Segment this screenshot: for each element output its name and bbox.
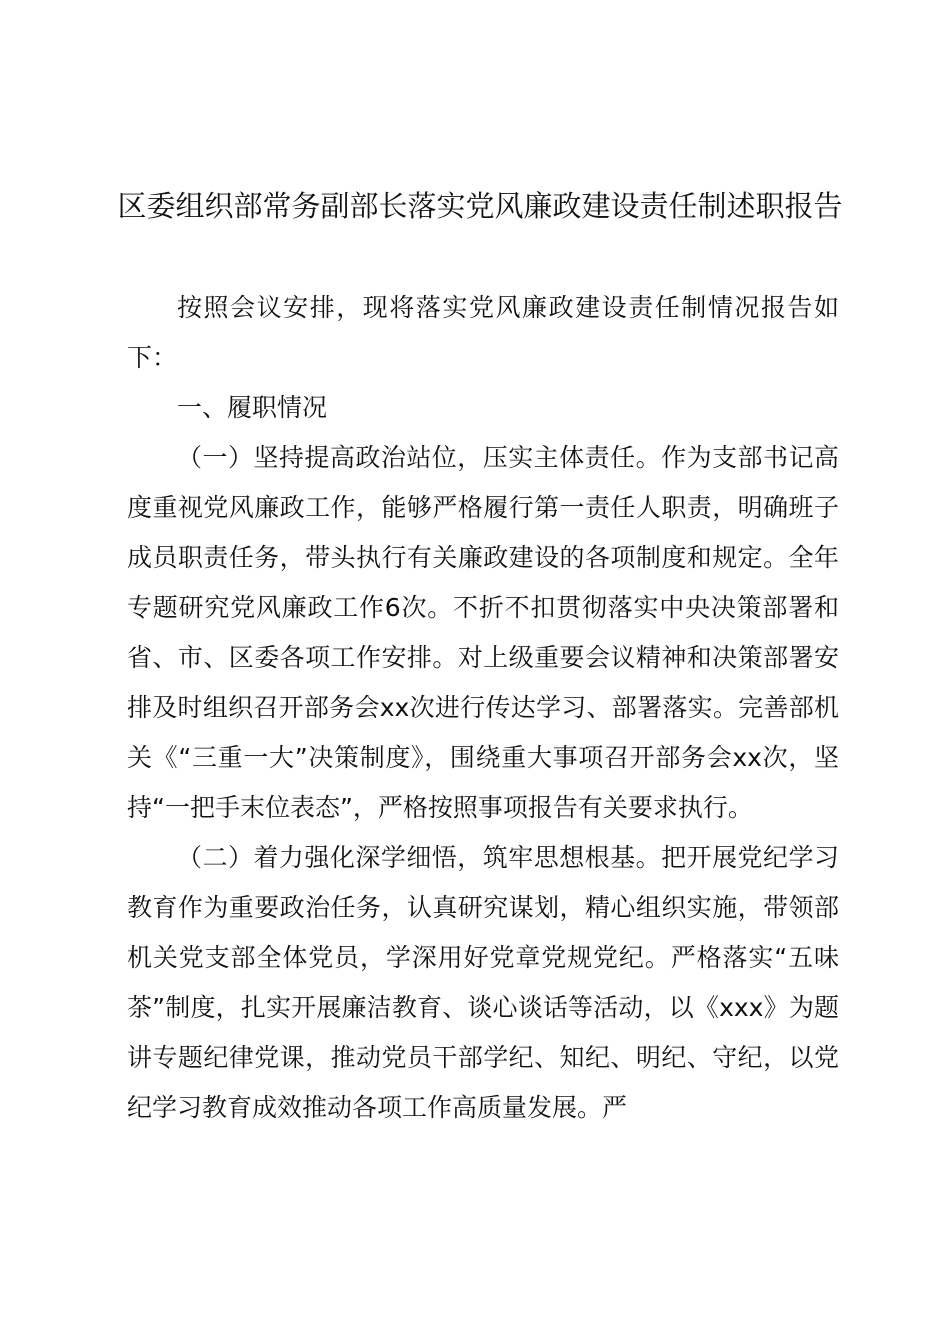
section-heading: 一、履职情况 [177,393,328,422]
document-title: 区委组织部常务副部长落实党风廉政建设责任制述职报告 [117,189,843,223]
document-body [127,283,839,1133]
body-paragraph-1: （一）坚持提高政治站位，压实主体责任。作为支部书记高度重视党风廉政工作，能够严格履行第一责任人职责，明确班子成员职责任务，带头执行有关廉政建设的各项制度和规定。全年专题研究党风廉政工作6次。不折不扣贯彻落实中央决策部署和省、市、区委各项工作安排。对上级重要会议精神和决策部署安排及时组织召开部务会xx次进行传达学习、部署落实。完善部机关《“三重一大”决策制度》，围绕重大事项召开部务会xx次，坚持“一把手末位表态”，严格按照事项报告有关要求执行。 [127,443,839,822]
body-paragraph-2: （二）着力强化深学细悟，筑牢思想根基。把开展党纪学习教育作为重要政治任务，认真研究谋划，精心组织实施，带领部机关党支部全体党员，学深用好党章党规党纪。严格落实“五味茶”制度，扎实开展廉洁教育、谈心谈话等活动，以《xxx》为题讲专题纪律党课，推动党员干部学纪、知纪、明纪、守纪，以党纪学习教育成效推动各项工作高质量发展。严 [127,843,839,1122]
intro-paragraph: 按照会议安排，现将落实党风廉政建设责任制情况报告如下： [127,293,839,372]
